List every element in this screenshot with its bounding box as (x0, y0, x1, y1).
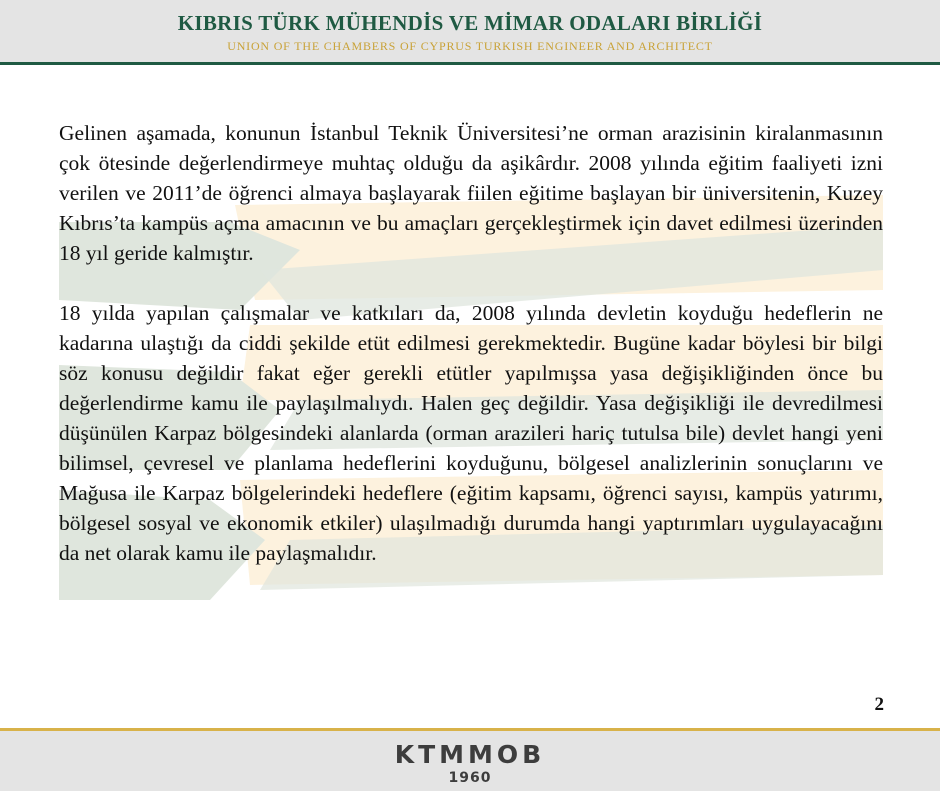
organization-title-turkish: KIBRIS TÜRK MÜHENDİS VE MİMAR ODALARI BİRLİĞİ (177, 11, 763, 35)
founding-year: 1960 (448, 770, 492, 786)
document-body (59, 118, 883, 598)
page-footer (0, 728, 940, 791)
paragraph-1: Gelinen aşamada, konunun İstanbul Teknik Üniversitesi’ne orman arazisinin kiralanmasının çok ötesinde değerlendirmeye muhtaç olduğu da aşikârdır. 2008 yılında eğitim faaliyeti izni verilen ve 2011’de öğrenci almaya başlayarak fiilen eğitime başlayan bir üniversitenin, Kuzey Kıbrıs’ta kampüs açma amacının ve bu amaçları gerçekleştirmek için davet edilmesi üzerinden 18 yıl geride kalmıştır. (59, 121, 883, 265)
ktmmob-logo: KTMMOB (394, 740, 546, 769)
organization-title-english: UNION OF THE CHAMBERS OF CYPRUS TURKISH ENGINEER AND ARCHITECT (227, 39, 713, 53)
page-number: 2 (874, 694, 884, 715)
paragraph-2: 18 yılda yapılan çalışmalar ve katkıları da, 2008 yılında devletin koyduğu hedeflerin ne kadarına ulaştığı da ciddi şekilde etüt edilmesi gerekmektedir. Bugüne kadar böylesi bir bilgi söz konusu değildir fakat eğer gerekli etütler yapılmışsa yasa değişikliğinden önce bu değerlendirme kamu ile paylaşılmalıydı. Halen geç değildir. Yasa değişikliği ile devredilmesi düşünülen Karpaz bölgesindeki alanlarda (orman arazileri hariç tutulsa bile) devlet hangi yeni bilimsel, çevresel ve planlama hedeflerini koyduğunu, bölgesel analizlerinin sonuçlarını ve Mağusa ile Karpaz bölgelerindeki hedeflere (eğitim kapsamı, öğrenci sayısı, kampüs yatırımı, bölgesel sosyal ve ekonomik etkiler) ulaşılmadığı durumda hangi yaptırımları uygulayacağını da net olarak kamu ile paylaşmalıdır. (59, 301, 883, 565)
